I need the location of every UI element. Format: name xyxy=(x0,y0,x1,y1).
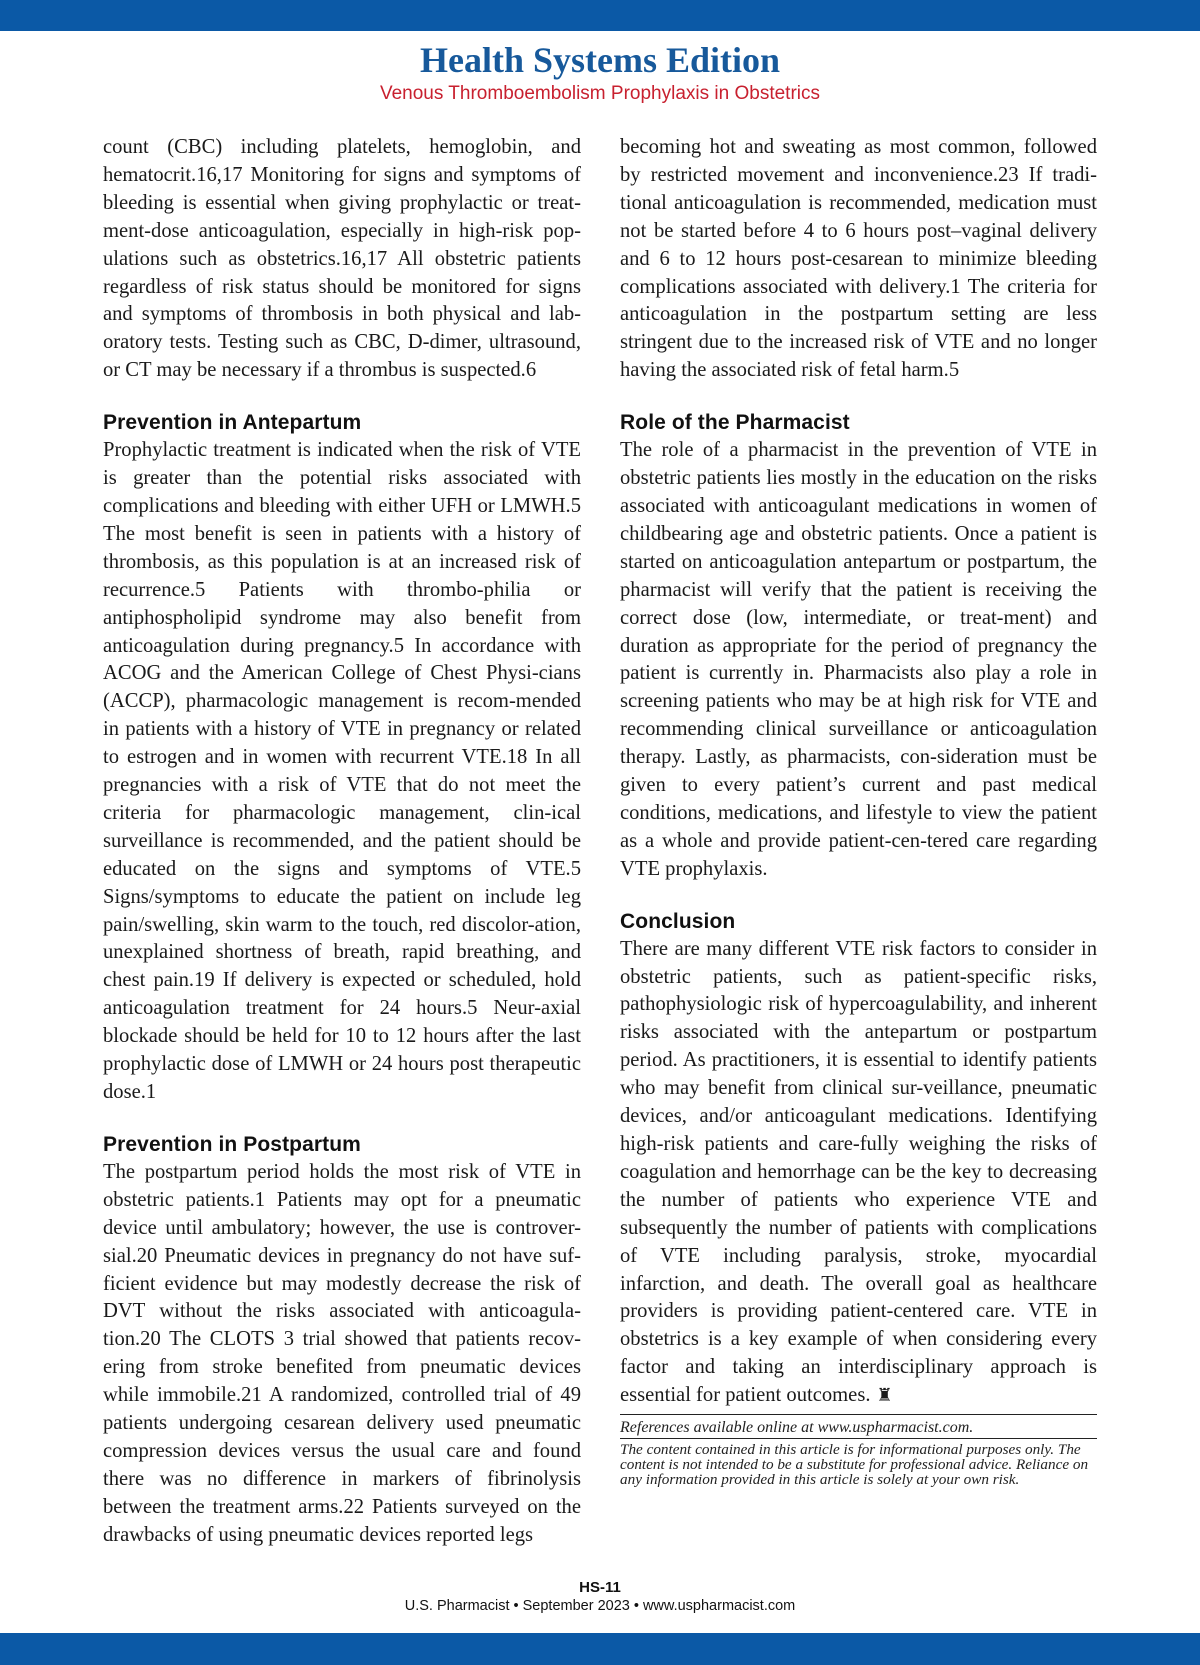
references-note: References available online at www.uspharmacist.com. xyxy=(620,1419,974,1437)
page-number: HS-11 xyxy=(579,1579,621,1596)
end-mark-icon: ♜ xyxy=(876,1385,893,1406)
top-color-band xyxy=(0,0,1200,31)
pharmacist-heading: Role of the Pharmacist xyxy=(620,411,850,435)
postpartum-heading: Prevention in Postpartum xyxy=(103,1132,361,1156)
antepartum-heading: Prevention in Antepartum xyxy=(103,411,362,435)
intro-paragraph: count (CBC) including platelets, hemoglobin, and hematocrit.16,17 Monitoring for signs and symptoms of bleeding is essential when giving prophylactic or treat-ment-dose anticoagulation, especially in high-risk pop-ulations such as obstetrics.16,17 All obstetric patients regardless of risk status should be monitored for signs and symptoms of thrombosis in both physical and lab-oratory tests. Testing such as CBC, D-dimer, ultrasound, or CT may be necessary if a thrombus is suspected.6 xyxy=(103,136,581,382)
right-column xyxy=(620,134,1097,1487)
bottom-color-band xyxy=(0,1633,1200,1665)
conclusion-paragraph xyxy=(620,936,1097,1410)
disclaimer-text: The content contained in this article is for informational purposes only. The content is not intended to be a substitute for professional advice. Reliance on any information provided in this article is solely at your own risk. xyxy=(620,1441,1089,1489)
antepartum-paragraph: Prophylactic treatment is indicated when the risk of VTE is greater than the potential risks associated with complications and bleeding with either UFH or LMWH.5 The most benefit is seen in patients with a history of thrombosis, as this population is at an increased risk of recurrence.5 Patients with thrombo-philia or antiphospholipid syndrome may also benefit from anticoagulation during pregnancy.5 In accordance with ACOG and the American College of Chest Physi-cians (ACCP), pharmacologic management is recom-mended in patients with a history of VTE in pregnancy or related to estrogen and in women with recurrent VTE.18 In all pregnancies with a risk of VTE that do not meet the criteria for pharmacologic management, clin-ical surveillance is recommended, and the patient should be educated on the signs and symptoms of VTE.5 Signs/symptoms to educate the patient on include leg pain/swelling, skin warm to the touch, red discolor-ation, unexplained shortness of breath, rapid breathing, and chest pain.19 If delivery is expected or scheduled, hold anticoagulation treatment for 24 hours.5 Neur-axial blockade should be held for 10 to 12 hours after the last prophylactic dose of LMWH or 24 hours post therapeutic dose.1 xyxy=(103,439,581,1103)
references-divider xyxy=(620,1414,1097,1415)
continuation-paragraph: becoming hot and sweating as most common, followed by restricted movement and inconvenience.23 If tradi-tional anticoagulation is recommended, medication must not be started before 4 to 6 hours post–vaginal delivery and 6 to 12 hours post-cesarean to minimize bleeding complications associated with delivery.1 The criteria for anticoagulation in the postpartum setting are less stringent due to the increased risk of VTE and no longer having the associated risk of fetal harm.5 xyxy=(620,136,1097,382)
left-column xyxy=(103,134,581,1550)
page-footer xyxy=(0,1579,1200,1615)
edition-title: Health Systems Edition xyxy=(419,40,781,80)
article-subtitle: Venous Thromboembolism Prophylaxis in Obstetrics xyxy=(379,83,820,104)
page-header xyxy=(0,38,1200,105)
conclusion-text: There are many different VTE risk factors to consider in obstetric patients, such as patient-specific risks, pathophysiologic risk of hypercoagulability, and inherent risks associated with the antepartum or postpartum period. As practitioners, it is essential to identify patients who may benefit from clinical sur-veillance, pneumatic devices, and/or anticoagulant medications. Identifying high-risk patients and care-fully weighing the risks of coagulation and hemorrhage can be the key to decreasing the number of patients who experience VTE and subsequently the number of patients with complications of VTE including paralysis, stroke, myocardial infarction, and death. The overall goal as healthcare providers is providing patient-centered care. VTE in obstetrics is a key example of when considering every factor and taking an interdisciplinary approach is essential for patient outcomes. xyxy=(620,937,1097,1407)
postpartum-paragraph: The postpartum period holds the most risk of VTE in obstetric patients.1 Patients may opt for a pneumatic device until ambulatory; however, the use is controver-sial.20 Pneumatic devices in pregnancy do not have suf-ficient evidence but may modestly decrease the risk of DVT without the risks associated with anticoagula-tion.20 The CLOTS 3 trial showed that patients recov-ering from stroke benefited from pneumatic devices while immobile.21 A randomized, controlled trial of 49 patients undergoing cesarean delivery used pneumatic compression devices versus the usual care and found there was no difference in markers of fibrinolysis between the treatment arms.22 Patients surveyed on the drawbacks of using pneumatic devices reported legs xyxy=(103,1160,581,1546)
disclaimer-divider xyxy=(620,1438,1097,1439)
publication-line: U.S. Pharmacist • September 2023 • www.uspharmacist.com xyxy=(404,1598,796,1614)
pharmacist-paragraph: The role of a pharmacist in the prevention of VTE in obstetric patients lies mostly in the education on the risks associated with anticoagulant medications in women of childbearing age and obstetric patients. Once a patient is started on anticoagulation antepartum or postpartum, the pharmacist will verify that the patient is receiving the correct dose (low, intermediate, or treat-ment) and duration as appropriate for the period of pregnancy the patient is currently in. Pharmacists also play a role in screening patients who may be at high risk for VTE and recommending clinical surveillance or anticoagulation therapy. Lastly, as pharmacists, con-sideration must be given to every patient’s current and past medical conditions, medications, and lifestyle to view the patient as a whole and provide patient-cen-tered care regarding VTE prophylaxis. xyxy=(620,439,1097,880)
conclusion-heading: Conclusion xyxy=(620,909,736,933)
